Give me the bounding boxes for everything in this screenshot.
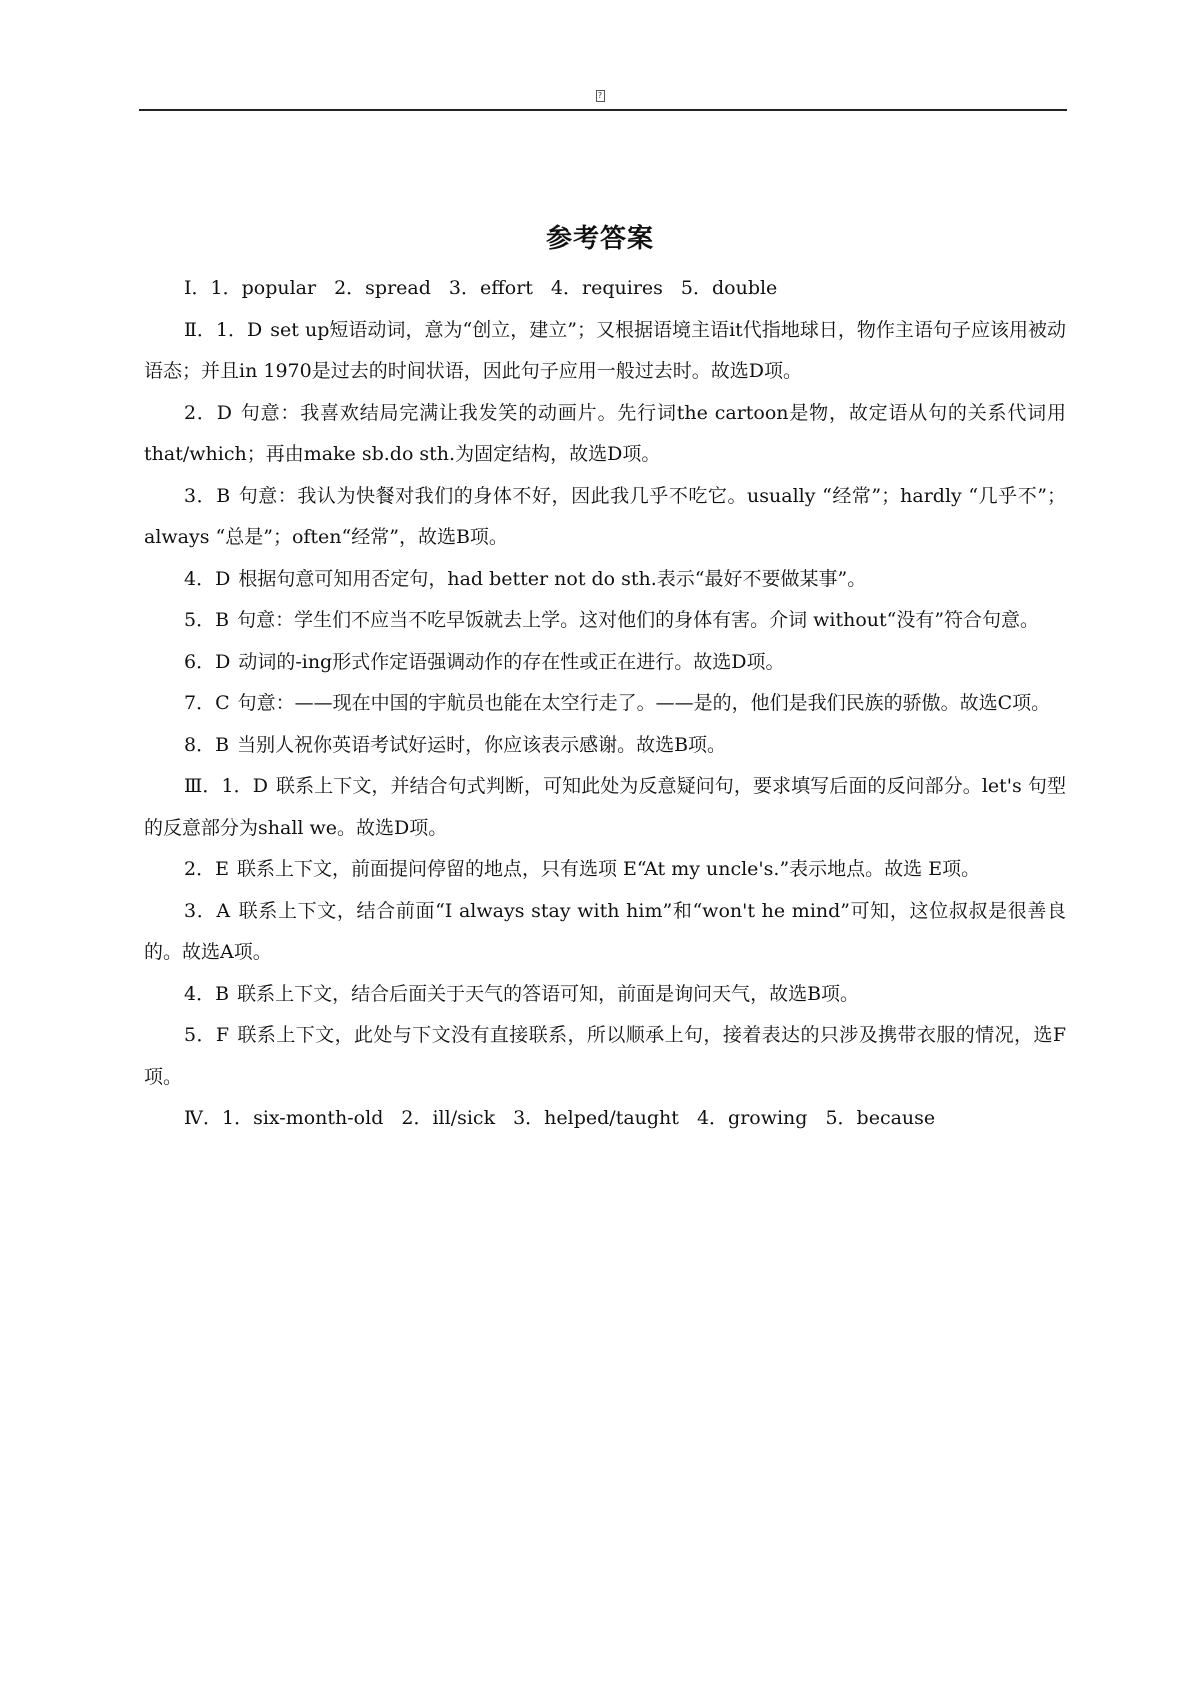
- item-label: 3．A: [184, 899, 231, 922]
- section-1-answers: [144, 268, 1066, 310]
- explanation-item: [144, 1015, 1066, 1098]
- header-mark: ?: [0, 88, 1200, 102]
- answer-item: 1．popular: [210, 277, 317, 299]
- item-text: 句意：我认为快餐对我们的身体不好，因此我几乎不吃它。usually “经常”；hardly “几乎不”；always “总是”；often“经常”，故选B项。: [144, 484, 1066, 548]
- answer-item: 4．requires: [550, 277, 663, 299]
- item-text: 句意：我喜欢结局完满让我发笑的动画片。先行词the cartoon是物，故定语从句的关系代词用that/which；再由make sb.do sth.为固定结构，故选D项。: [144, 401, 1066, 465]
- page-title: 参考答案: [545, 224, 654, 254]
- item-text: 联系上下文，前面提问停留的地点，只有选项 E“At my uncle's.”表示地点。故选 E项。: [236, 858, 981, 880]
- explanation-item: [144, 476, 1066, 559]
- item-text: 动词的-ing形式作定语强调动作的存在性或正在进行。故选D项。: [238, 650, 785, 673]
- item-text: 联系上下文，并结合句式判断，可知此处为反意疑问句，要求填写后面的反问部分。let's 句型的反意部分为shall we。故选D项。: [144, 775, 1066, 839]
- explanation-item: [144, 683, 1066, 725]
- answer-item: 3．helped/taught: [513, 1107, 679, 1129]
- item-text: 当别人祝你英语考试好运时，你应该表示感谢。故选B项。: [237, 733, 727, 756]
- answer-item: 3．effort: [448, 277, 533, 299]
- item-label: Ⅲ．1．D: [184, 775, 268, 797]
- explanation-item: [144, 310, 1066, 393]
- item-text: set up短语动词，意为“创立，建立”；又根据语境主语it代指地球日，物作主语句子应该用被动语态；并且in 1970是过去的时间状语，因此句子应用一般过去时。故选D项。: [144, 318, 1066, 382]
- item-text: 联系上下文，结合前面“I always stay with him”和“won't he mind”可知，这位叔叔是很善良的。故选A项。: [144, 899, 1067, 963]
- explanation-item: [144, 974, 1066, 1016]
- section-1-prefix: Ⅰ．: [184, 277, 211, 299]
- item-label: 5．B: [184, 609, 230, 631]
- item-text: 联系上下文，此处与下文没有直接联系，所以顺承上句，接着表达的只涉及携带衣服的情况，选F项。: [144, 1024, 1067, 1088]
- item-text: 句意：学生们不应当不吃早饭就去上学。这对他们的身体有害。介词 without“没有”符合句意。: [237, 609, 1040, 631]
- item-label: 5．F: [184, 1024, 230, 1046]
- answer-item: 2．spread: [334, 277, 431, 299]
- item-label: 7．C: [184, 692, 230, 714]
- explanation-item: [144, 393, 1066, 476]
- item-text: 联系上下文，结合后面关于天气的答语可知，前面是询问天气，故选B项。: [237, 982, 860, 1005]
- section-4-prefix: Ⅳ．: [184, 1107, 222, 1129]
- explanation-item: [144, 600, 1066, 642]
- explanation-item: [144, 891, 1066, 974]
- item-label: 2．E: [184, 858, 229, 880]
- item-label: 3．B: [184, 484, 231, 507]
- item-text: 句意：——现在中国的宇航员也能在太空行走了。——是的，他们是我们民族的骄傲。故选C项。: [237, 692, 1051, 714]
- header-rule: [139, 109, 1067, 111]
- item-label: 2．D: [184, 401, 232, 424]
- item-label: Ⅱ．1．D: [184, 318, 263, 341]
- item-text: 根据句意可知用否定句，had better not do sth.表示“最好不要做某事”。: [238, 567, 867, 590]
- answer-item: 5．double: [680, 277, 778, 299]
- explanation-item: [144, 725, 1066, 767]
- answer-item: 2．ill/sick: [401, 1107, 496, 1129]
- answer-item: 1．six-month-old: [221, 1107, 384, 1129]
- item-label: 4．D: [184, 567, 231, 590]
- explanation-item: [144, 849, 1066, 891]
- explanation-item: [144, 559, 1066, 601]
- item-label: 6．D: [184, 650, 231, 673]
- explanation-item: [144, 642, 1066, 684]
- answer-item: 4．growing: [696, 1107, 808, 1129]
- item-label: 4．B: [184, 982, 230, 1005]
- section-4-answers: [144, 1098, 1066, 1140]
- answer-content: [144, 268, 1066, 1140]
- answer-item: 5．because: [825, 1107, 936, 1129]
- explanation-item: [144, 766, 1066, 849]
- item-label: 8．B: [184, 733, 230, 756]
